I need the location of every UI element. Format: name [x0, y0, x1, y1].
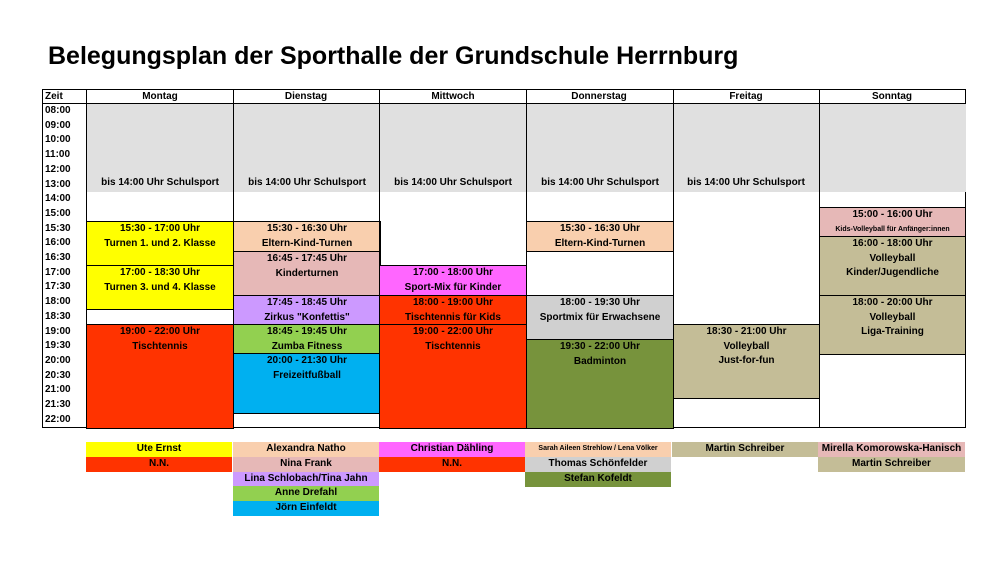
time-label: 17:30 [45, 281, 71, 293]
header-montag: Montag [142, 91, 178, 102]
legend-alexandra-natho: Alexandra Natho [233, 442, 379, 457]
time-label: 13:00 [45, 178, 71, 190]
time-label: 20:00 [45, 354, 71, 366]
block-tischtennis-mittwoch: 19:00 - 22:00 Uhr Tischtennis [379, 324, 527, 429]
legend-nn-montag: N.N. [86, 457, 232, 472]
schoolsport-sonntag [820, 104, 966, 192]
block-zumba: 18:45 - 19:45 Uhr Zumba Fitness [233, 324, 381, 355]
block-freizeitfussball: 20:00 - 21:30 Uhr Freizeitfußball [233, 353, 381, 414]
block-sportmix-erwachsene: 18:00 - 19:30 Uhr Sportmix für Erwachsene [526, 295, 674, 340]
schedule-grid [42, 89, 966, 428]
time-label: 19:30 [45, 340, 71, 352]
legend-martin-schreiber-sonntag: Martin Schreiber [818, 457, 965, 472]
time-label: 14:00 [45, 193, 71, 205]
block-volleyball-freitag: 18:30 - 21:00 Uhr Volleyball Just-for-fun [673, 324, 820, 399]
schoolsport-freitag: bis 14:00 Uhr Schulsport [673, 104, 819, 192]
header-mittwoch: Mittwoch [431, 91, 475, 102]
block-tischtennis-kids: 18:00 - 19:00 Uhr Tischtennis für Kids [379, 295, 527, 326]
time-label: 16:00 [45, 237, 71, 249]
header-donnerstag: Donnerstag [571, 91, 627, 102]
time-label: 17:00 [45, 266, 71, 278]
header-freitag: Freitag [729, 91, 763, 102]
block-eltern-kind-donnerstag: 15:30 - 16:30 Uhr Eltern-Kind-Turnen [526, 221, 674, 252]
block-turnen-1-2: 15:30 - 17:00 Uhr Turnen 1. und 2. Klasse [86, 221, 234, 266]
block-zirkus: 17:45 - 18:45 Uhr Zirkus "Konfettis" [233, 295, 381, 326]
time-label: 18:30 [45, 310, 71, 322]
block-tischtennis-montag: 19:00 - 22:00 Uhr Tischtennis [86, 324, 234, 429]
legend-anne-drefahl: Anne Drefahl [233, 486, 379, 501]
header-sonntag: Sonntag [872, 91, 912, 102]
time-label: 09:00 [45, 119, 71, 131]
legend-ute-ernst: Ute Ernst [86, 442, 232, 457]
block-sportmix-kinder: 17:00 - 18:00 Uhr Sport-Mix für Kinder [379, 265, 527, 296]
time-label: 15:00 [45, 207, 71, 219]
schoolsport-dienstag: bis 14:00 Uhr Schulsport [234, 104, 380, 192]
page-title: Belegungsplan der Sporthalle der Grundschule Herrnburg [48, 42, 739, 70]
time-label: 22:00 [45, 413, 71, 425]
legend-lina-tina: Lina Schlobach/Tina Jahn [233, 472, 379, 487]
time-label: 10:00 [45, 134, 71, 146]
legend-mirella: Mirella Komorowska-Hanisch [818, 442, 965, 457]
block-volleyball-jugend: 16:00 - 18:00 Uhr Volleyball Kinder/Jugendliche [819, 236, 966, 296]
time-label: 08:00 [45, 105, 71, 116]
block-kids-volleyball: 15:00 - 16:00 Uhr Kids-Volleyball für Anfänger:innen [819, 207, 966, 238]
time-label: 18:00 [45, 296, 71, 308]
time-label: 20:30 [45, 369, 71, 381]
legend-thomas-schoenfelder: Thomas Schönfelder [525, 457, 671, 472]
block-eltern-kind-dienstag: 15:30 - 16:30 Uhr Eltern-Kind-Turnen [233, 221, 381, 252]
legend-sarah-lena: Sarah Aileen Strehlow / Lena Völker [525, 442, 671, 457]
legend-martin-schreiber-freitag: Martin Schreiber [672, 442, 818, 457]
header-dienstag: Dienstag [284, 91, 328, 102]
legend-stefan-kofeldt: Stefan Kofeldt [525, 472, 671, 487]
schoolsport-donnerstag: bis 14:00 Uhr Schulsport [527, 104, 673, 192]
block-kinderturnen: 16:45 - 17:45 Uhr Kinderturnen [233, 251, 381, 296]
legend-nn-mittwoch: N.N. [379, 457, 525, 472]
header-zeit: Zeit [45, 91, 63, 102]
time-label: 12:00 [45, 163, 71, 175]
legend-christian-daehling: Christian Dähling [379, 442, 525, 457]
time-label: 21:30 [45, 399, 71, 410]
legend-joern-einfeldt: Jörn Einfeldt [233, 501, 379, 516]
time-label: 19:00 [45, 325, 71, 337]
block-volleyball-liga: 18:00 - 20:00 Uhr Volleyball Liga-Training [819, 295, 966, 355]
schoolsport-mittwoch: bis 14:00 Uhr Schulsport [380, 104, 526, 192]
legend-nina-frank: Nina Frank [233, 457, 379, 472]
block-badminton: 19:30 - 22:00 Uhr Badminton [526, 339, 674, 429]
schoolsport-montag: bis 14:00 Uhr Schulsport [87, 104, 233, 192]
time-label: 21:00 [45, 384, 71, 396]
block-turnen-3-4: 17:00 - 18:30 Uhr Turnen 3. und 4. Klasse [86, 265, 234, 310]
time-label: 16:30 [45, 252, 71, 263]
time-label: 15:30 [45, 222, 71, 234]
time-label: 11:00 [45, 149, 71, 161]
